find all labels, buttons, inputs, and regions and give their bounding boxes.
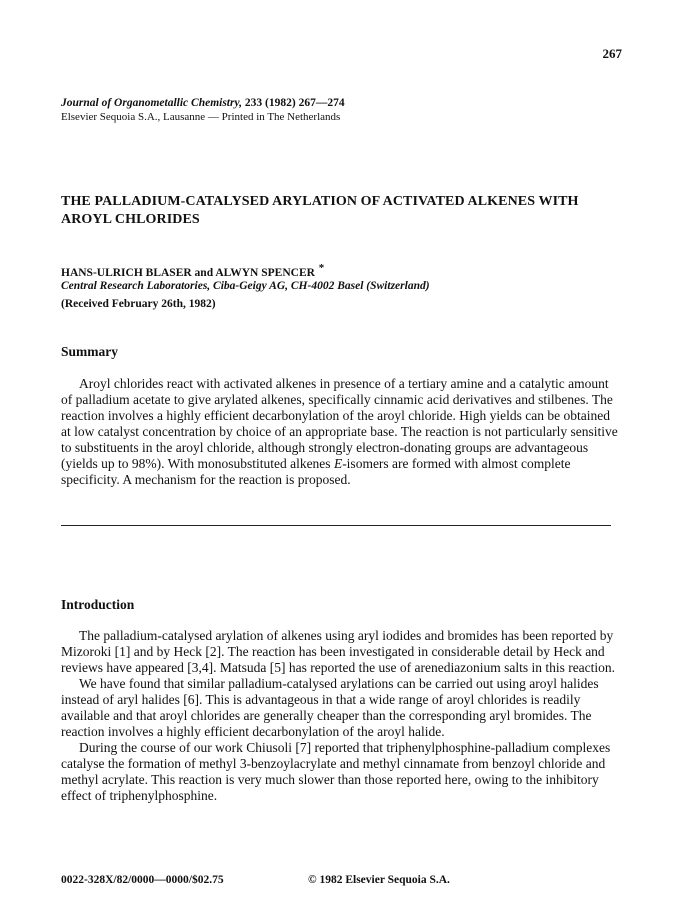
intro-paragraph: The palladium-catalysed arylation of alkenes using aryl iodides and bromides has been reported by Mizoroki [1] and by Heck [2]. The reaction has been investigated in considerable detail by Heck and reviews have appeared [3,4]. Matsuda [5] has reported the use of arenediazonium salts in this reaction. (61, 628, 616, 675)
page-number: 267 (602, 46, 622, 61)
article-title: THE PALLADIUM-CATALYSED ARYLATION OF ACTIVATED ALKENES WITH AROYL CHLORIDES (61, 194, 579, 227)
page-footer (61, 874, 621, 886)
author-mark: * (318, 262, 325, 274)
summary-part-em: E (333, 456, 343, 471)
journal-publisher: Elsevier Sequoia S.A., Lausanne — Printed in The Netherlands (61, 111, 341, 123)
journal-name: Journal of Organometallic Chemistry, (61, 97, 243, 109)
author-names: HANS-ULRICH BLASER and ALWYN SPENCER (61, 266, 315, 279)
received-date: (Received February 26th, 1982) (61, 298, 216, 310)
intro-paragraph: We have found that similar palladium-catalysed arylations can be carried out using aroyl halides instead of aryl halides [6]. This is advantageous in that a wide range of aroyl chlorides is readily available and that aroyl chlorides are generally cheaper than the corresponding aryl bromides. The reaction involves a highly efficient decarbonylation of the aroyl halide. (61, 676, 599, 739)
journal-line (61, 96, 621, 110)
summary-part-1: Aroyl chlorides react with activated alkenes in presence of a tertiary amine and a catalytic amount of palladium acetate to give arylated alkenes, specifically cinnamic acid derivatives and stilbenes. The reaction involves a highly efficient decarbonylation of the aroyl chloride. High yields can be obtained at low catalyst concentration by choice of an appropriate base. The reaction is not particularly sensitive to substituents in the aroyl chloride, although strongly electron-donating groups are advantageous (yields up to 98%). With monosubstituted alkenes (61, 376, 618, 471)
summary-text (61, 376, 619, 488)
footer-code: 0022-328X/82/0000—0000/$02.75 (61, 874, 224, 886)
summary-divider (61, 525, 611, 526)
footer-copyright: © 1982 Elsevier Sequoia S.A. (308, 874, 450, 886)
summary-part-2: -isomers are formed with almost complete specificity. A mechanism for the reaction is proposed. (61, 456, 571, 487)
authors (61, 262, 621, 279)
intro-paragraph: During the course of our work Chiusoli [7] reported that triphenylphosphine-palladium complexes catalyse the formation of methyl 3-benzoylacrylate and methyl cinnamate from benzoyl chloride and methyl acrylate. This reaction is very much slower than those reported here, owing to the inhibitory effect of triphenylphosphine. (61, 740, 611, 803)
journal-volume: 233 (1982) 267—274 (244, 97, 345, 109)
affiliation: Central Research Laboratories, Ciba-Geigy AG, CH-4002 Basel (Switzerland) (61, 280, 430, 292)
journal-citation (61, 96, 621, 124)
summary-heading: Summary (61, 344, 118, 359)
introduction-body (61, 628, 621, 804)
introduction-heading: Introduction (61, 597, 135, 612)
